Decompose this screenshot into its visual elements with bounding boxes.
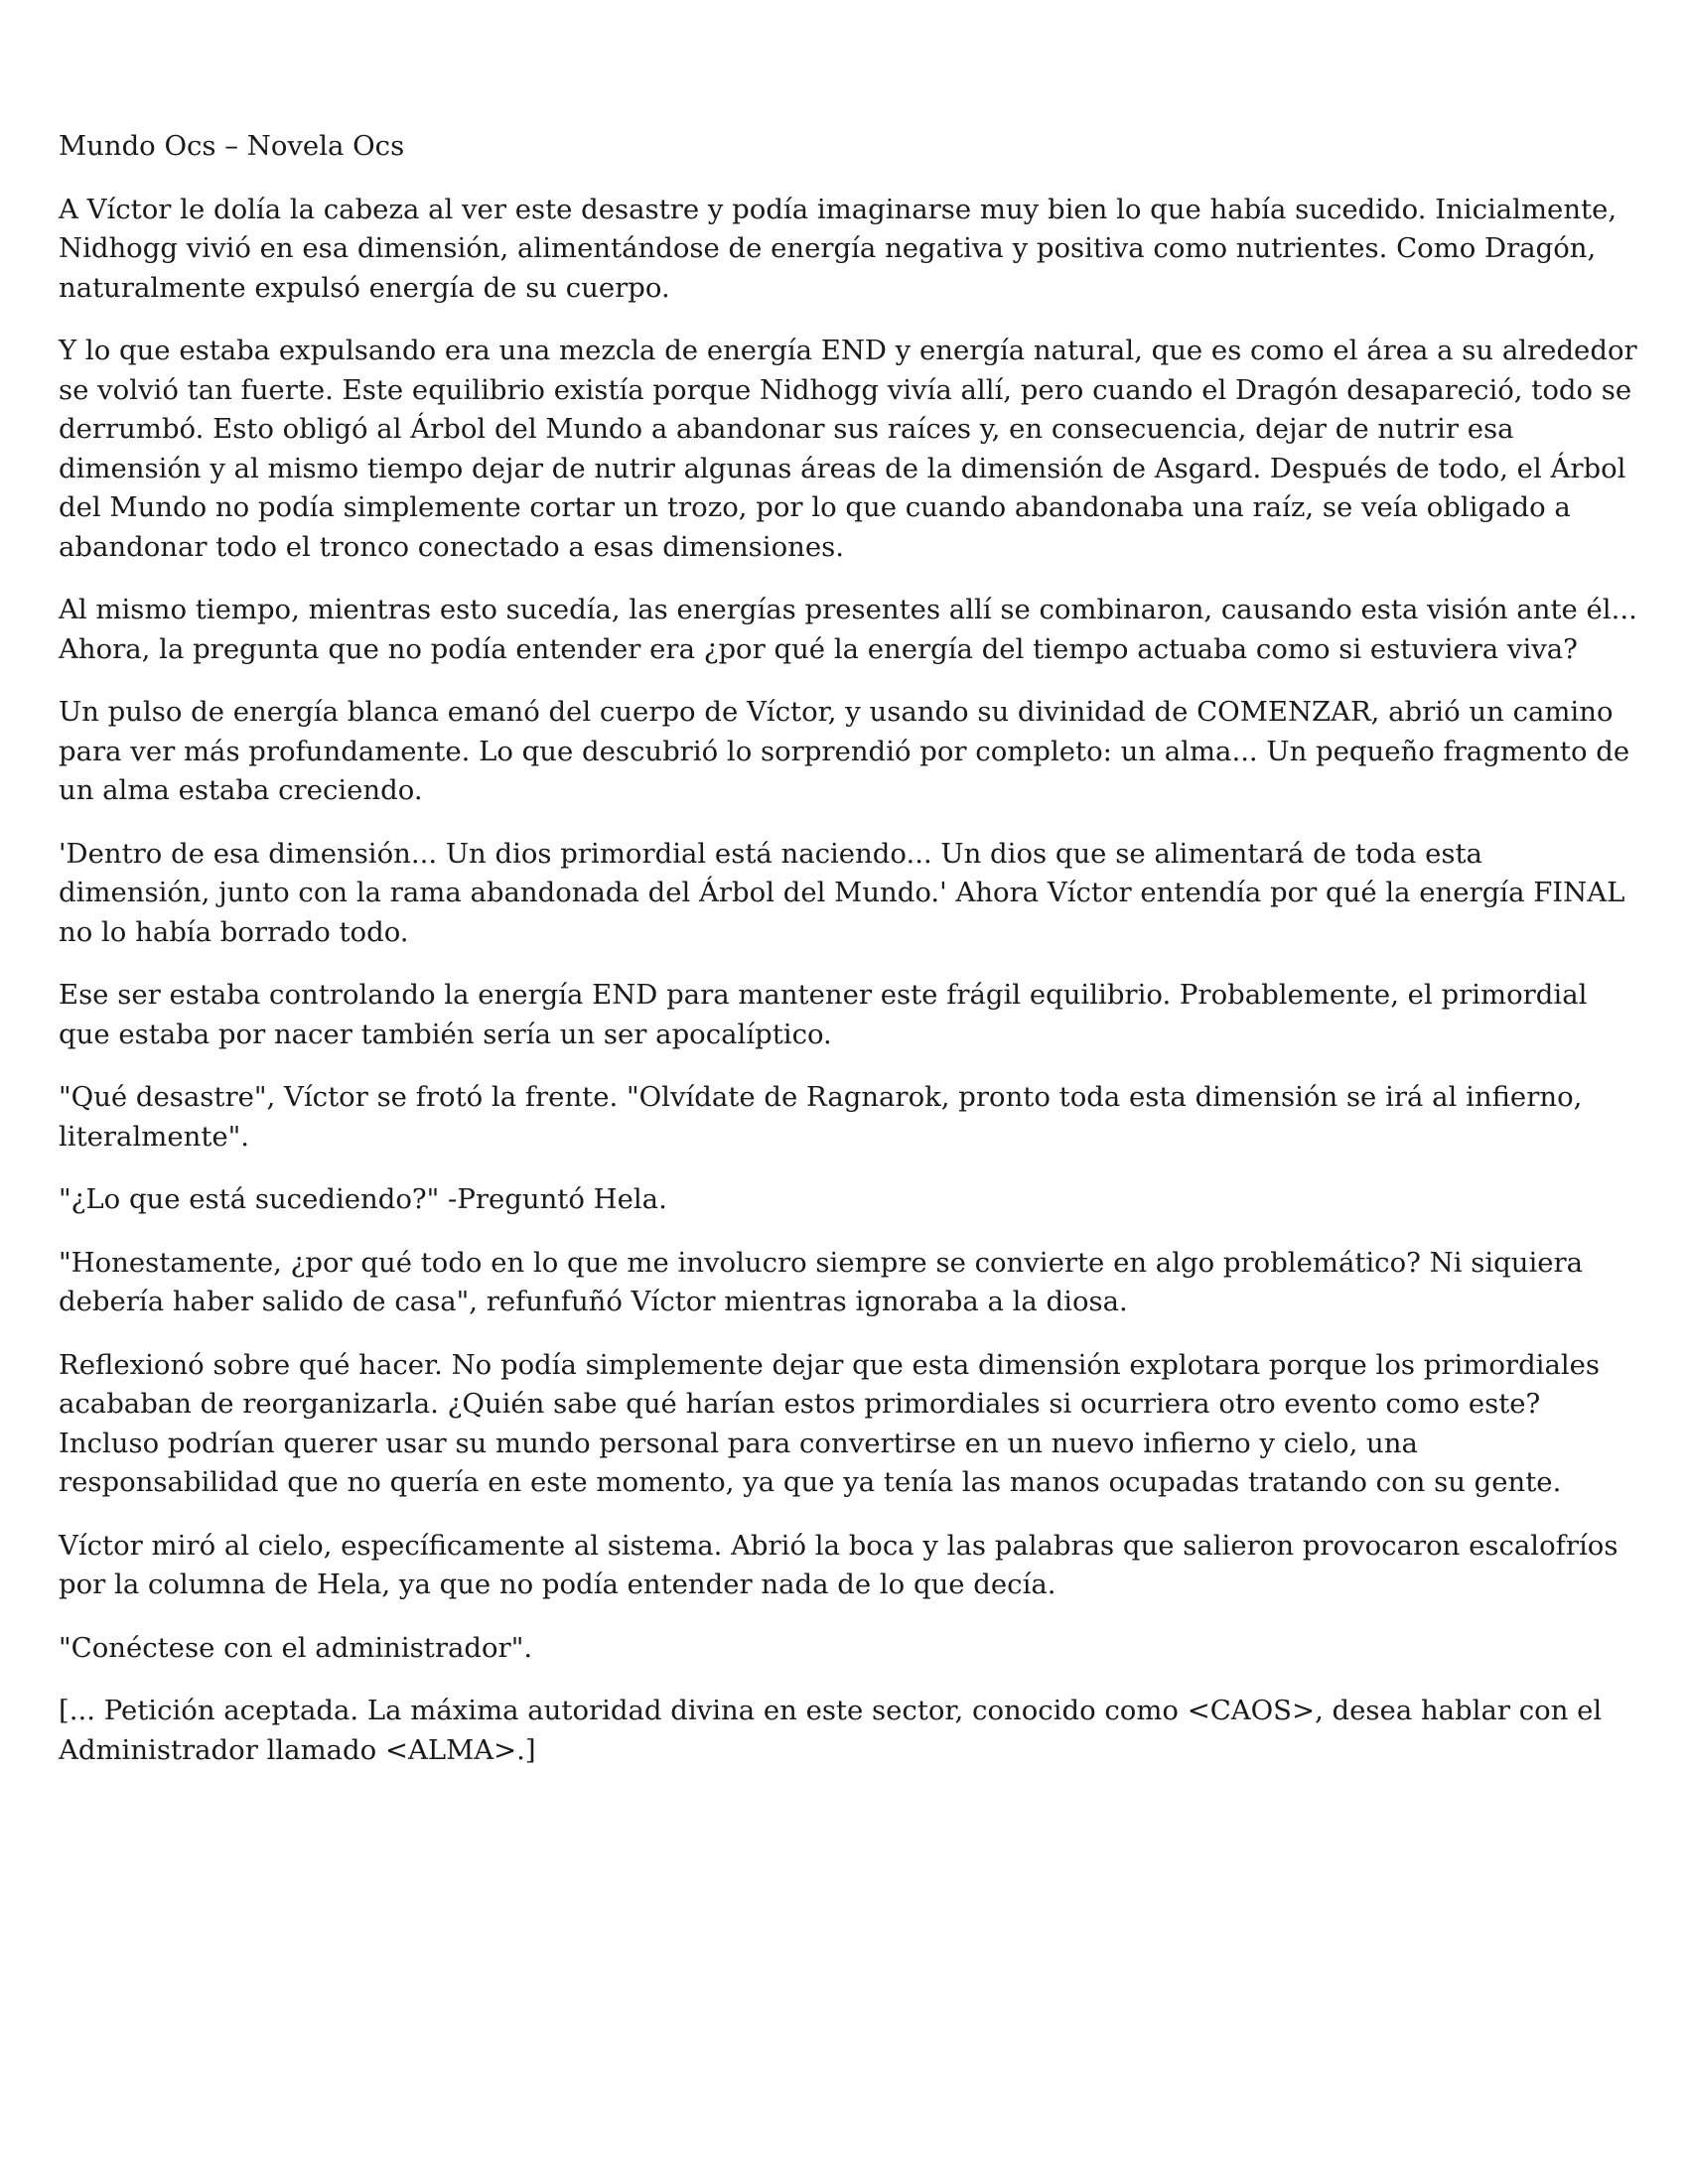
paragraph: Reflexionó sobre qué hacer. No podía simplemente dejar que esta dimensión explotara porque los primordiales acababan de reorganizarla. ¿Quién sabe qué harían estos primordiales si ocurriera otro evento como este? Incluso podrían querer usar su mundo personal para convertirse en un nuevo infierno y cielo, una responsabilidad que no quería en este momento, ya que ya tenía las manos ocupadas tratando con su gente. bbox=[59, 1348, 1601, 1498]
paragraph: "Conéctese con el administrador". bbox=[59, 1631, 533, 1664]
paragraph: [... Petición aceptada. La máxima autoridad divina en este sector, conocido como <CAOS>, desea hablar con el Administrador llamado <ALMA>.] bbox=[59, 1695, 1603, 1766]
document-page bbox=[59, 127, 1639, 1794]
paragraph: "Honestamente, ¿por qué todo en lo que me involucro siempre se convierte en algo problemático? Ni siquiera debería haber salido de casa", refunfuñó Víctor mientras ignoraba a la diosa. bbox=[59, 1246, 1584, 1317]
paragraph: Y lo que estaba expulsando era una mezcla de energía END y energía natural, que es como el área a su alrededor se volvió tan fuerte. Este equilibrio existía porque Nidhogg vivía allí, pero cuando el Dragón desapareció, todo se derrumbó. Esto obligó al Árbol del Mundo a abandonar sus raíces y, en consecuencia, dejar de nutrir esa dimensión y al mismo tiempo dejar de nutrir algunas áreas de la dimensión de Asgard. Después de todo, el Árbol del Mundo no podía simplemente cortar un trozo, por lo que cuando abandonaba una raíz, se veía obligado a abandonar todo el tronco conectado a esas dimensiones. bbox=[59, 335, 1637, 563]
paragraph: "Qué desastre", Víctor se frotó la frente. "Olvídate de Ragnarok, pronto toda esta dimensión se irá al infierno, literalmente". bbox=[59, 1081, 1583, 1153]
paragraph: Víctor miró al cielo, específicamente al sistema. Abrió la boca y las palabras que salieron provocaron escalofríos por la columna de Hela, ya que no podía entender nada de lo que decía. bbox=[59, 1529, 1618, 1600]
paragraph: Al mismo tiempo, mientras esto sucedía, las energías presentes allí se combinaron, causando esta visión ante él... Ahora, la pregunta que no podía entender era ¿por qué la energía del tiempo actuaba como si estuviera viva? bbox=[59, 594, 1637, 665]
document-header: Mundo Ocs – Novela Ocs bbox=[59, 130, 405, 162]
paragraph: 'Dentro de esa dimensión... Un dios primordial está naciendo... Un dios que se alimentará de toda esta dimensión, junto con la rama abandonada del Árbol del Mundo.' Ahora Víctor entendía por qué la energía FINAL no lo había borrado todo. bbox=[59, 837, 1625, 948]
paragraph: Un pulso de energía blanca emanó del cuerpo de Víctor, y usando su divinidad de COMENZAR, abrió un camino para ver más profundamente. Lo que descubrió lo sorprendió por completo: un alma... Un pequeño fragmento de un alma estaba creciendo. bbox=[59, 696, 1630, 806]
paragraph: A Víctor le dolía la cabeza al ver este desastre y podía imaginarse muy bien lo que había sucedido. Inicialmente, Nidhogg vivió en esa dimensión, alimentándose de energía negativa y positiva como nutrientes. Como Dragón, naturalmente expulsó energía de su cuerpo. bbox=[59, 193, 1618, 304]
paragraph: Ese ser estaba controlando la energía END para mantener este frágil equilibrio. Probablemente, el primordial que estaba por nacer también sería un ser apocalíptico. bbox=[59, 979, 1588, 1050]
paragraph: "¿Lo que está sucediendo?" -Preguntó Hela. bbox=[59, 1183, 667, 1215]
